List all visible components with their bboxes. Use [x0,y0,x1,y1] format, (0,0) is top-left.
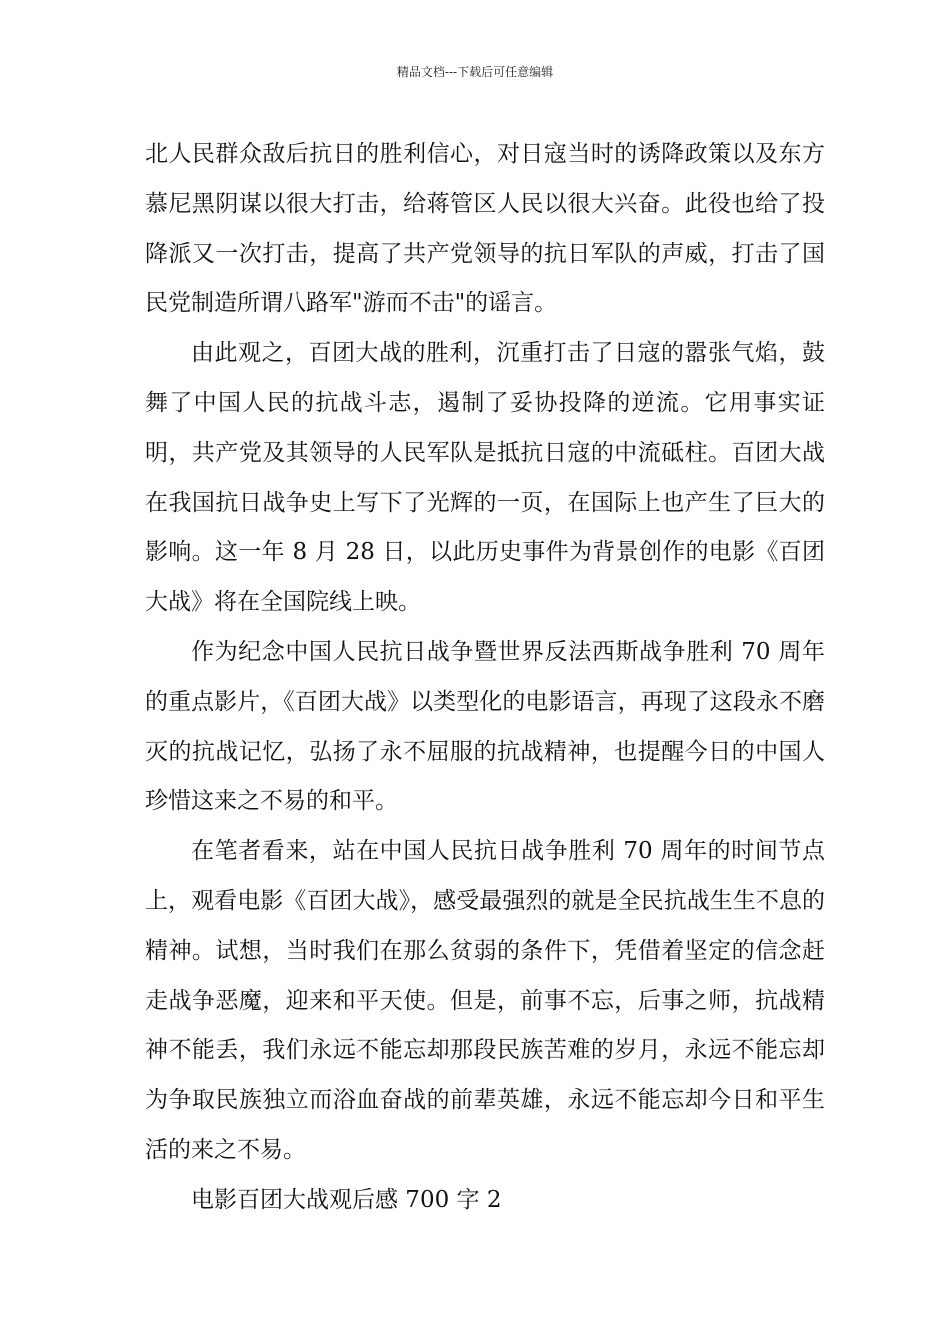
paragraph-author-view: 在笔者看来，站在中国人民抗日战争胜利 70 周年的时间节点上，观看电影《百团大战》，感受最强烈的就是全民抗战生生不息的精神。试想，当时我们在那么贫弱的条件下，凭借着坚定的信念赶走战争恶魔，迎来和平天使。但是，前事不忘，后事之师，抗战精神不能丢，我们永远不能忘却那段民族苦难的岁月，永远不能忘却为争取民族独立而浴血奋战的前辈英雄，永远不能忘却今日和平生活的来之不易。 [145,838,825,1163]
section-title: 电影百团大战观后感 700 字 2 [191,1186,502,1213]
paragraph-commemoration: 作为纪念中国人民抗日战争暨世界反法西斯战争胜利 70 周年的重点影片，《百团大战》以类型化的电影语言，再现了这段永不磨灭的抗战记忆，弘扬了永不屈服的抗战精神，也提醒今日的中国人珍惜这来之不易的和平。 [145,638,825,815]
paragraph-conclusion: 由此观之，百团大战的胜利，沉重打击了日寇的嚣张气焰，鼓舞了中国人民的抗战斗志，遏制了妥协投降的逆流。它用事实证明，共产党及其领导的人民军队是抵抗日寇的中流砥柱。百团大战在我国抗日战争史上写下了光辉的一页，在国际上也产生了巨大的影响。这一年 8 月 28 日，以此历史事件为背景创作的电影《百团大战》将在全国院线上映。 [145,340,825,616]
page-header: 精品文档---下载后可任意编辑 [396,65,554,79]
paragraph-continuation: 北人民群众敌后抗日的胜利信心，对日寇当时的诱降政策以及东方慕尼黑阴谋以很大打击，给蒋管区人民以很大兴奋。此役也给了投降派又一次打击，提高了共产党领导的抗日军队的声威，打击了国民党制造所谓八路军"游而不击"的谣言。 [145,141,825,317]
document-body [145,130,825,1226]
